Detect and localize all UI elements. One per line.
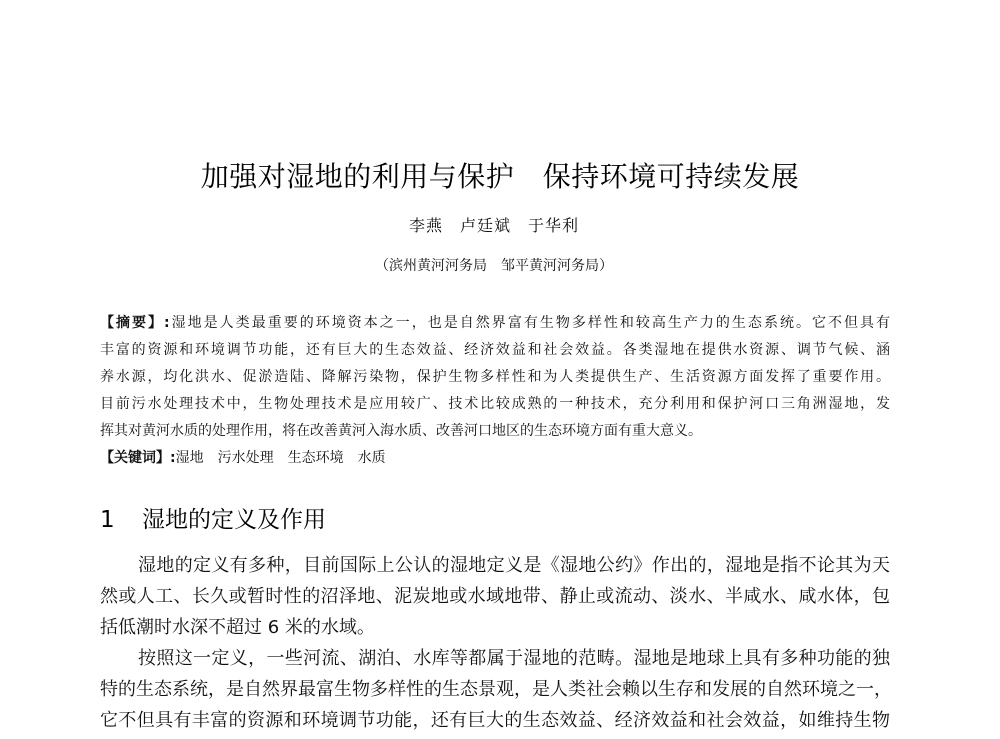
body-line: 湿地的定义有多种，目前国际上公认的湿地定义是《湿地公约》作出的，湿地是指不论其为天	[138, 555, 890, 576]
section-title: 湿地的定义及作用	[142, 507, 326, 533]
abstract-text: 湿地是人类最重要的环境资本之一，也是自然界富有生物多样性和较高生产力的生态系统。它不但具有	[169, 315, 890, 331]
abstract-line: 目前污水处理技术中，生物处理技术是应用较广、技术比较成熟的一种技术，充分利用和保护河口三角洲湿地，发	[100, 396, 890, 412]
abstract-line: 挥其对黄河水质的处理作用，将在改善黄河入海水质、改善河口地区的生态环境方面有重大意义。	[100, 423, 702, 439]
body-line: 它不但具有丰富的资源和环境调节功能，还有巨大的生态效益、经济效益和社会效益，如维持生物	[100, 710, 890, 731]
keywords-label: 【关键词】:	[100, 450, 176, 466]
keywords-line	[100, 445, 890, 472]
section-heading	[100, 503, 326, 537]
paper-authors: 李燕 卢廷斌 于华利	[408, 216, 579, 235]
body-line: 然或人工、长久或暂时性的沼泽地、泥炭地或水域地带、静止或流动、淡水、半咸水、咸水体，包	[100, 586, 890, 607]
abstract-line: 丰富的资源和环境调节功能，还有巨大的生态效益、经济效益和社会效益。各类湿地在提供水资源、调节气候、涵	[100, 342, 890, 358]
keywords-text: 湿地 污水处理 生态环境 水质	[175, 450, 386, 466]
body-line: 按照这一定义，一些河流、湖泊、水库等都属于湿地的范畴。湿地是地球上具有多种功能的独	[138, 648, 890, 669]
paper-affiliation: （滨州黄河河务局 邹平黄河河务局）	[375, 258, 613, 274]
abstract-line	[100, 310, 890, 337]
body-line: 特的生态系统，是自然界最富生物多样性的生态景观，是人类社会赖以生存和发展的自然环境之一，	[100, 679, 892, 700]
paper-title: 加强对湿地的利用与保护 保持环境可持续发展	[200, 160, 800, 193]
body-text	[100, 550, 890, 736]
body-line: 括低潮时水深不超过 6 米的水域。	[100, 617, 375, 638]
abstract-label: 【摘要】:	[100, 315, 170, 331]
abstract-block	[100, 310, 890, 472]
abstract-line: 养水源，均化洪水、促淤造陆、降解污染物，保护生物多样性和为人类提供生产、生活资源方面发挥了重要作用。	[100, 369, 890, 385]
section-number: 1	[100, 507, 115, 533]
